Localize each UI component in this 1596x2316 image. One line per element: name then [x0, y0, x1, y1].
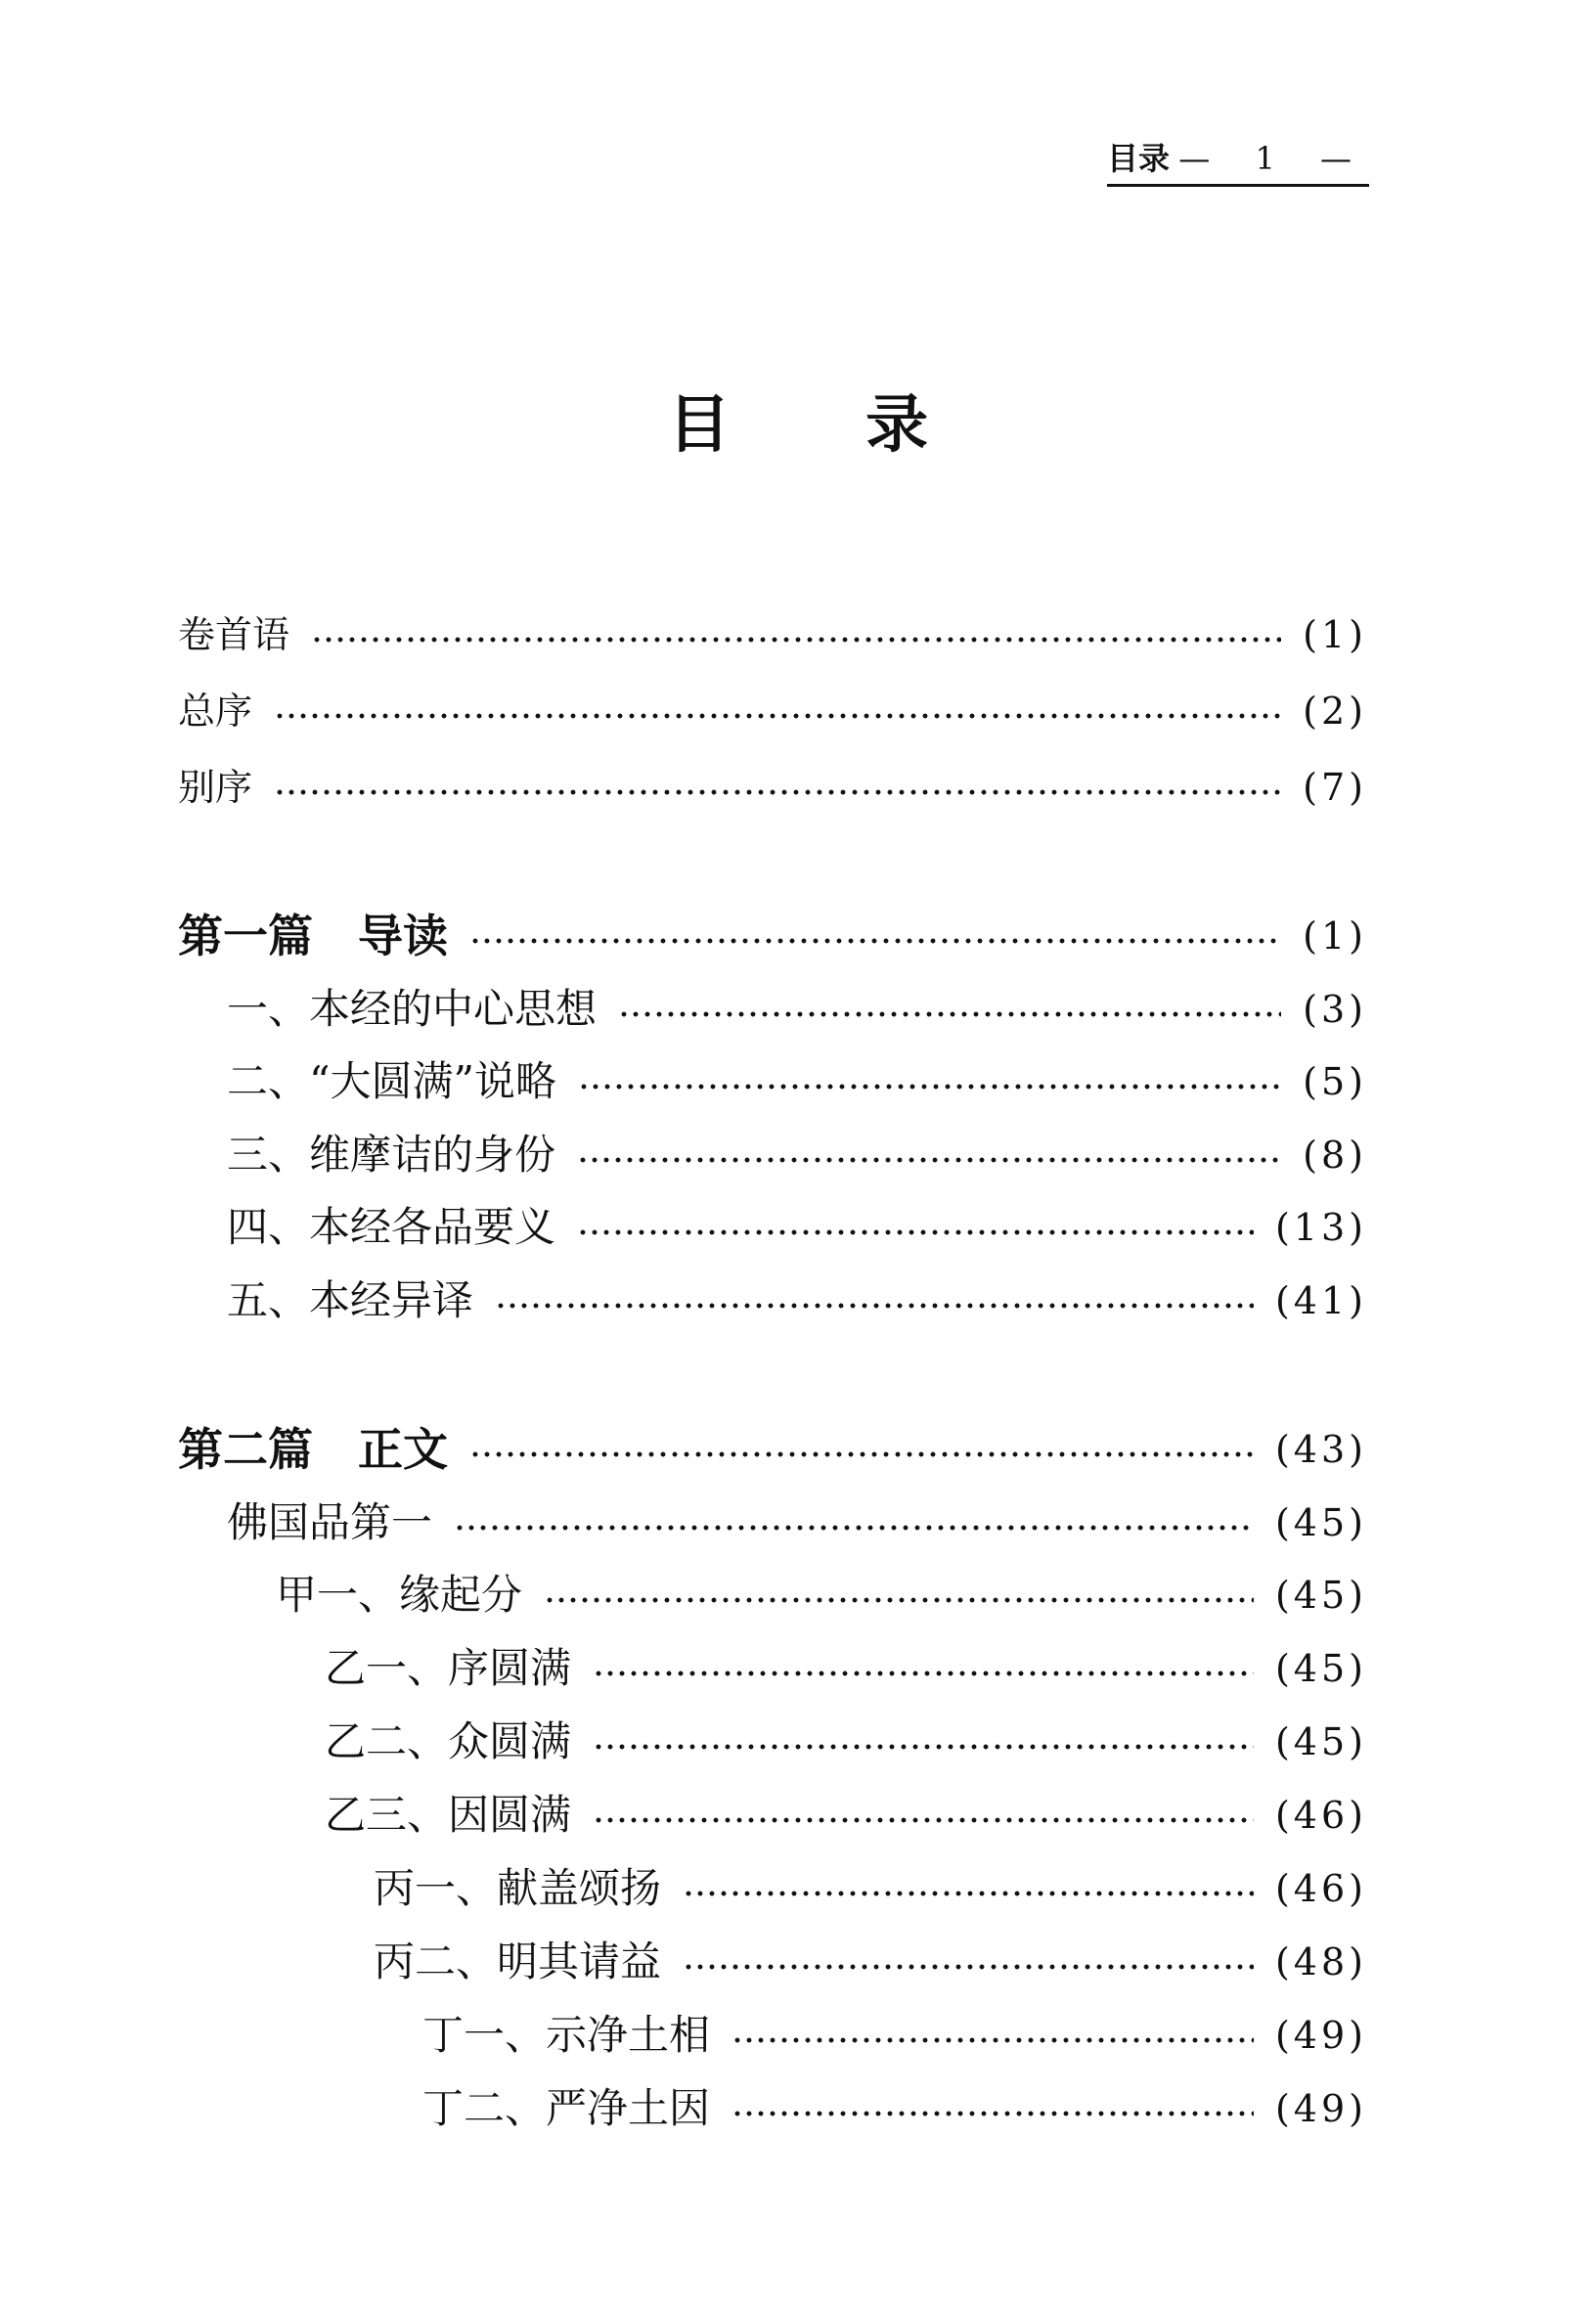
toc-entry-chapter[interactable] — [178, 1125, 1367, 1185]
toc-entry-chapter[interactable] — [178, 979, 1367, 1040]
dot-leader — [593, 1744, 1254, 1750]
dot-leader — [578, 1084, 1281, 1090]
toc-entry-page: (2) — [1303, 690, 1367, 733]
toc-entry-page: (45) — [1274, 1720, 1367, 1763]
toc-entry-label: 四、本经各品要义 — [227, 1203, 556, 1251]
toc-entry-chapter[interactable] — [178, 1197, 1367, 1258]
toc-entry-label: 别序 — [178, 766, 253, 809]
dot-leader — [469, 1451, 1254, 1457]
dot-leader — [577, 1229, 1254, 1235]
dot-leader — [593, 1670, 1254, 1676]
dot-leader — [495, 1303, 1254, 1309]
dot-leader — [683, 1891, 1254, 1896]
toc-entry-label: 丁一、示净土相 — [422, 2011, 711, 2059]
dot-leader — [732, 2037, 1254, 2043]
dot-leader — [683, 1964, 1254, 1970]
toc-entry-label: 二、“大圆满”说略 — [227, 1057, 556, 1105]
toc-entry-page: (5) — [1303, 1060, 1367, 1103]
toc-entry-section[interactable] — [178, 1565, 1367, 1626]
toc-entry-page: (49) — [1274, 2014, 1367, 2057]
dot-leader — [454, 1525, 1254, 1531]
toc-entry-page: (45) — [1274, 1647, 1367, 1690]
toc-entry-subsection[interactable] — [178, 1638, 1367, 1699]
toc-entry-chapter[interactable] — [178, 1051, 1367, 1112]
toc-entry-preface-1[interactable] — [178, 604, 1367, 665]
page-title: 目 录 — [667, 389, 986, 462]
toc-entry-page: (49) — [1274, 2087, 1367, 2130]
dot-leader — [544, 1597, 1254, 1603]
toc-entry-preface-3[interactable] — [178, 757, 1367, 818]
toc-entry-label: 丙二、明其请益 — [374, 1937, 662, 1985]
dot-leader — [618, 1011, 1281, 1017]
toc-entry-item[interactable] — [178, 2005, 1367, 2066]
toc-entry-page: (13) — [1274, 1206, 1367, 1249]
dot-leader — [274, 713, 1281, 719]
toc-entry-label: 甲一、缘起分 — [276, 1571, 523, 1619]
toc-entry-part-2[interactable] — [178, 1419, 1367, 1480]
toc-entry-label: 一、本经的中心思想 — [227, 985, 598, 1033]
dot-leader — [274, 789, 1281, 795]
dot-leader — [577, 1157, 1281, 1163]
dot-leader — [732, 2111, 1254, 2116]
toc-entry-label: 丙一、献盖颂扬 — [374, 1864, 662, 1912]
running-head — [1107, 139, 1369, 187]
toc-entry-subsubsection[interactable] — [178, 1858, 1367, 1919]
toc-entry-label: 佛国品第一 — [227, 1498, 433, 1546]
toc-entry-subsection[interactable] — [178, 1785, 1367, 1846]
dot-leader — [593, 1817, 1254, 1823]
toc-entry-page: (8) — [1303, 1134, 1367, 1177]
toc-entry-label: 第一篇 导读 — [178, 910, 448, 962]
toc-entry-page: (1) — [1303, 914, 1367, 958]
toc-entry-page: (3) — [1303, 988, 1367, 1031]
toc-entry-label: 五、本经异译 — [227, 1276, 474, 1324]
dot-leader — [469, 938, 1281, 944]
toc-entry-page: (45) — [1274, 1574, 1367, 1617]
toc-entry-chapter[interactable] — [178, 1492, 1367, 1553]
toc-entry-page: (46) — [1274, 1794, 1367, 1837]
toc-entry-label: 乙二、众圆满 — [325, 1717, 572, 1765]
dot-leader — [311, 637, 1281, 643]
toc-entry-subsubsection[interactable] — [178, 1932, 1367, 1992]
toc-entry-page: (1) — [1303, 613, 1367, 656]
running-head-title: 目录 — [1107, 140, 1171, 177]
toc-entry-label: 三、维摩诘的身份 — [227, 1131, 556, 1179]
toc-entry-chapter[interactable] — [178, 1270, 1367, 1331]
toc-entry-preface-2[interactable] — [178, 681, 1367, 741]
toc-entry-label: 总序 — [178, 690, 253, 733]
toc-entry-item[interactable] — [178, 2078, 1367, 2139]
toc-entry-subsection[interactable] — [178, 1712, 1367, 1772]
toc-entry-label: 丁二、严净土因 — [422, 2084, 711, 2132]
toc-entry-page: (7) — [1303, 766, 1367, 809]
running-head-page-number: — 1 — — [1178, 140, 1369, 177]
toc-entry-page: (46) — [1274, 1867, 1367, 1910]
toc-entry-page: (43) — [1274, 1428, 1367, 1471]
toc-entry-part-1[interactable] — [178, 906, 1367, 966]
toc-entry-label: 乙一、序圆满 — [325, 1644, 572, 1692]
toc-entry-label: 乙三、因圆满 — [325, 1791, 572, 1839]
toc-entry-page: (48) — [1274, 1940, 1367, 1983]
toc-entry-label: 卷首语 — [178, 613, 290, 656]
toc-entry-page: (45) — [1274, 1501, 1367, 1544]
toc-entry-page: (41) — [1274, 1279, 1367, 1322]
toc-entry-label: 第二篇 正文 — [178, 1423, 448, 1476]
